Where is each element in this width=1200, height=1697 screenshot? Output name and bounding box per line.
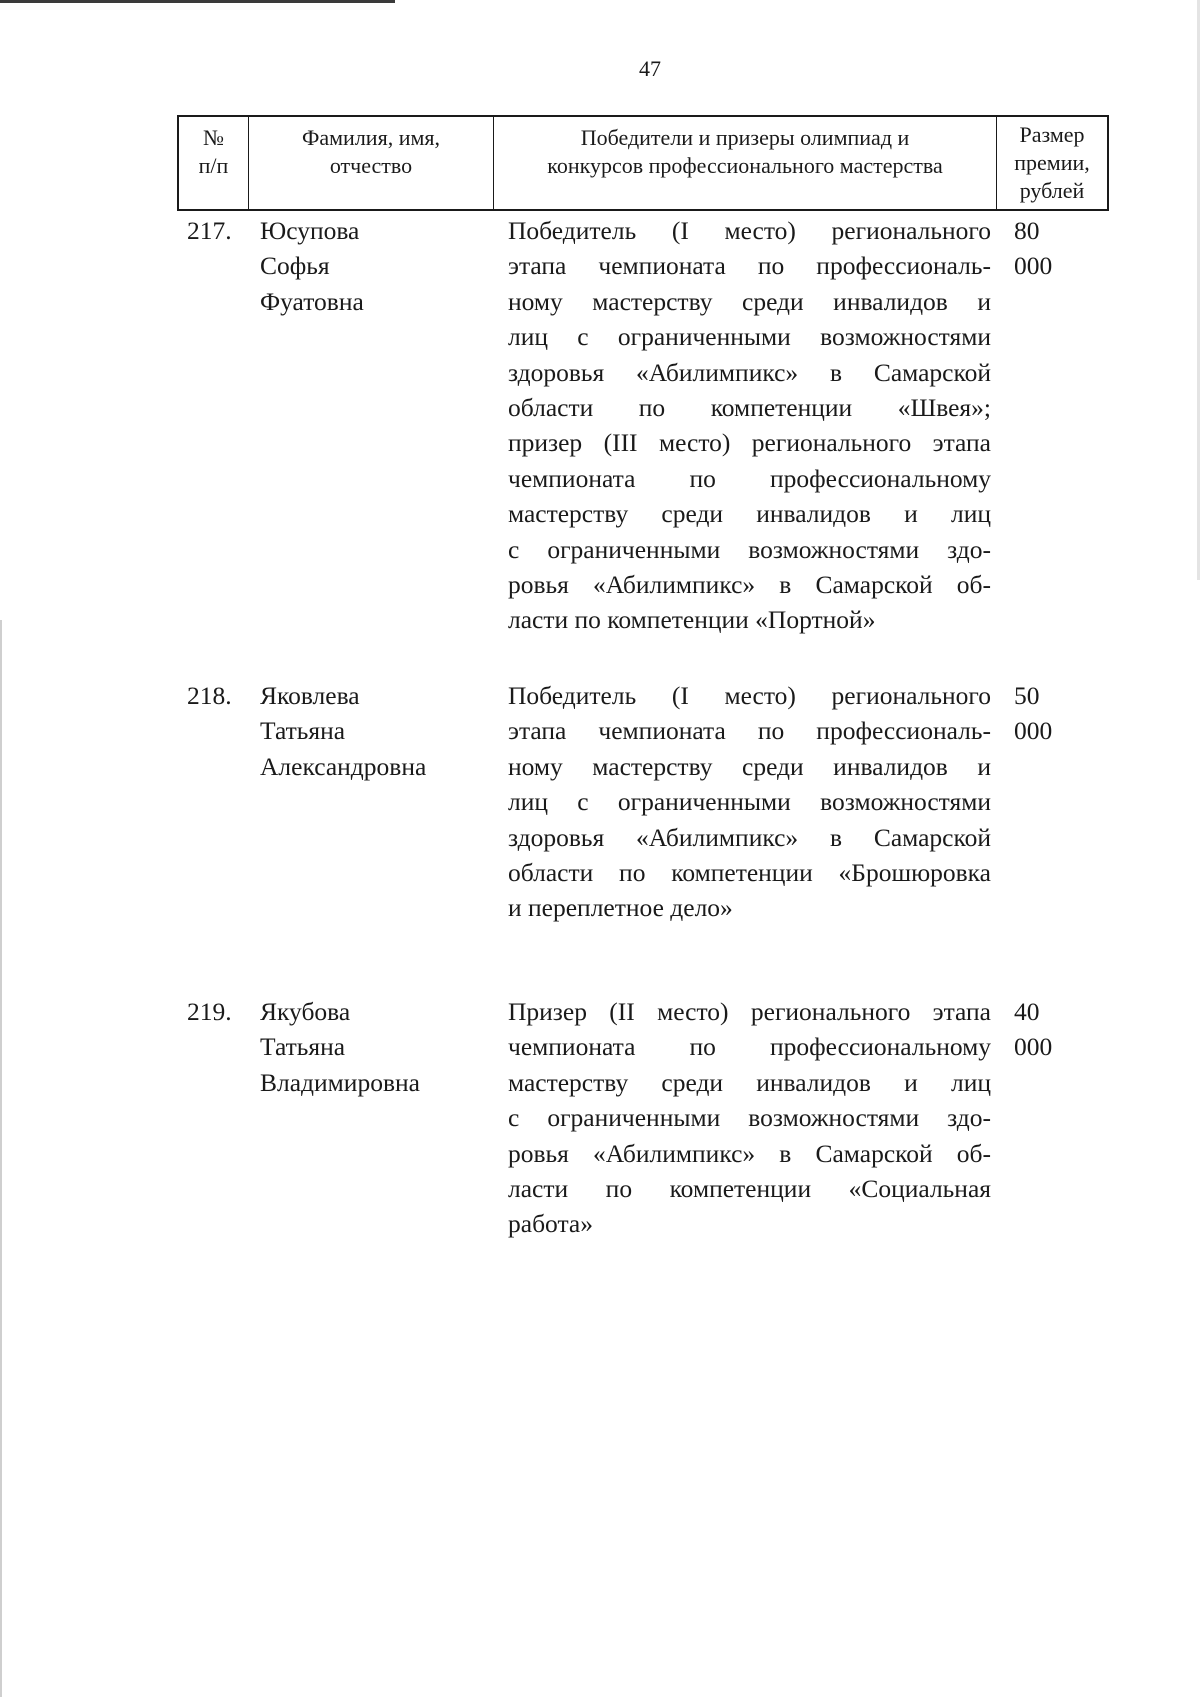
page-number: 47 [639, 56, 661, 81]
row-full-name: Юсупова Софья Фуатовна [260, 216, 364, 316]
achievement-line: здоровья «Абилимпикс» в Самарской [508, 357, 991, 387]
row-achievement [508, 994, 991, 1242]
row-achievement [508, 213, 991, 638]
header-prize-amount: Размер премии, рублей [1014, 122, 1090, 203]
achievement-line: области по компетенции «Брошюровка [508, 858, 991, 888]
achievement-line: ровья «Абилимпикс» в Самарской об- [508, 1138, 991, 1168]
achievement-line: этапа чемпионата по профессиональ- [508, 716, 991, 746]
row-full-name: Якубова Татьяна Владимировна [260, 997, 420, 1097]
achievement-line: лиц с ограниченными возможностями [508, 787, 991, 817]
achievement-line: ному мастерству среди инвалидов и [508, 286, 991, 316]
achievement-line: Победитель (I место) регионального [508, 216, 991, 245]
achievement-line: призер (III место) регионального этапа [508, 428, 991, 458]
table-header [177, 115, 1109, 211]
scan-edge-top [0, 0, 395, 3]
header-number: № п/п [179, 117, 249, 209]
achievement-line: мастерству среди инвалидов и лиц [508, 499, 991, 529]
header-full-name: Фамилия, имя, отчество [249, 117, 494, 209]
row-achievement [508, 678, 991, 926]
achievement-line: чемпионата по профессиональному [508, 1032, 991, 1062]
row-prize: 40 000 [1014, 997, 1053, 1062]
achievement-line: области по компетенции «Швея»; [508, 393, 991, 423]
header-achievements: Победители и призеры олимпиад и конкурсов профессионального мастерства [494, 117, 997, 209]
achievement-line: Победитель (I место) регионального [508, 681, 991, 710]
achievement-line: чемпионата по профессиональному [508, 463, 991, 493]
row-prize: 50 000 [1014, 681, 1053, 746]
achievement-line: ласти по компетенции «Портной» [508, 605, 876, 635]
achievement-line: ласти по компетенции «Социальная [508, 1174, 991, 1204]
row-number: 217. [187, 216, 232, 245]
achievement-line: ровья «Абилимпикс» в Самарской об- [508, 570, 991, 600]
achievement-line: лиц с ограниченными возможностями [508, 322, 991, 352]
achievement-line: Призер (II место) регионального этапа [508, 997, 991, 1026]
achievement-line: этапа чемпионата по профессиональ- [508, 251, 991, 281]
row-full-name: Яковлева Татьяна Александровна [260, 681, 427, 781]
achievement-line: с ограниченными возможностями здо- [508, 1103, 991, 1133]
achievement-line: ному мастерству среди инвалидов и [508, 751, 991, 781]
achievement-line: мастерству среди инвалидов и лиц [508, 1067, 991, 1097]
scan-edge-left [0, 620, 2, 1697]
achievement-line: работа» [508, 1209, 593, 1239]
row-number: 218. [187, 681, 232, 710]
row-prize: 80 000 [1014, 216, 1053, 281]
row-number: 219. [187, 997, 232, 1026]
achievement-line: здоровья «Абилимпикс» в Самарской [508, 822, 991, 852]
achievement-line: и переплетное дело» [508, 893, 733, 923]
achievement-line: с ограниченными возможностями здо- [508, 534, 991, 564]
